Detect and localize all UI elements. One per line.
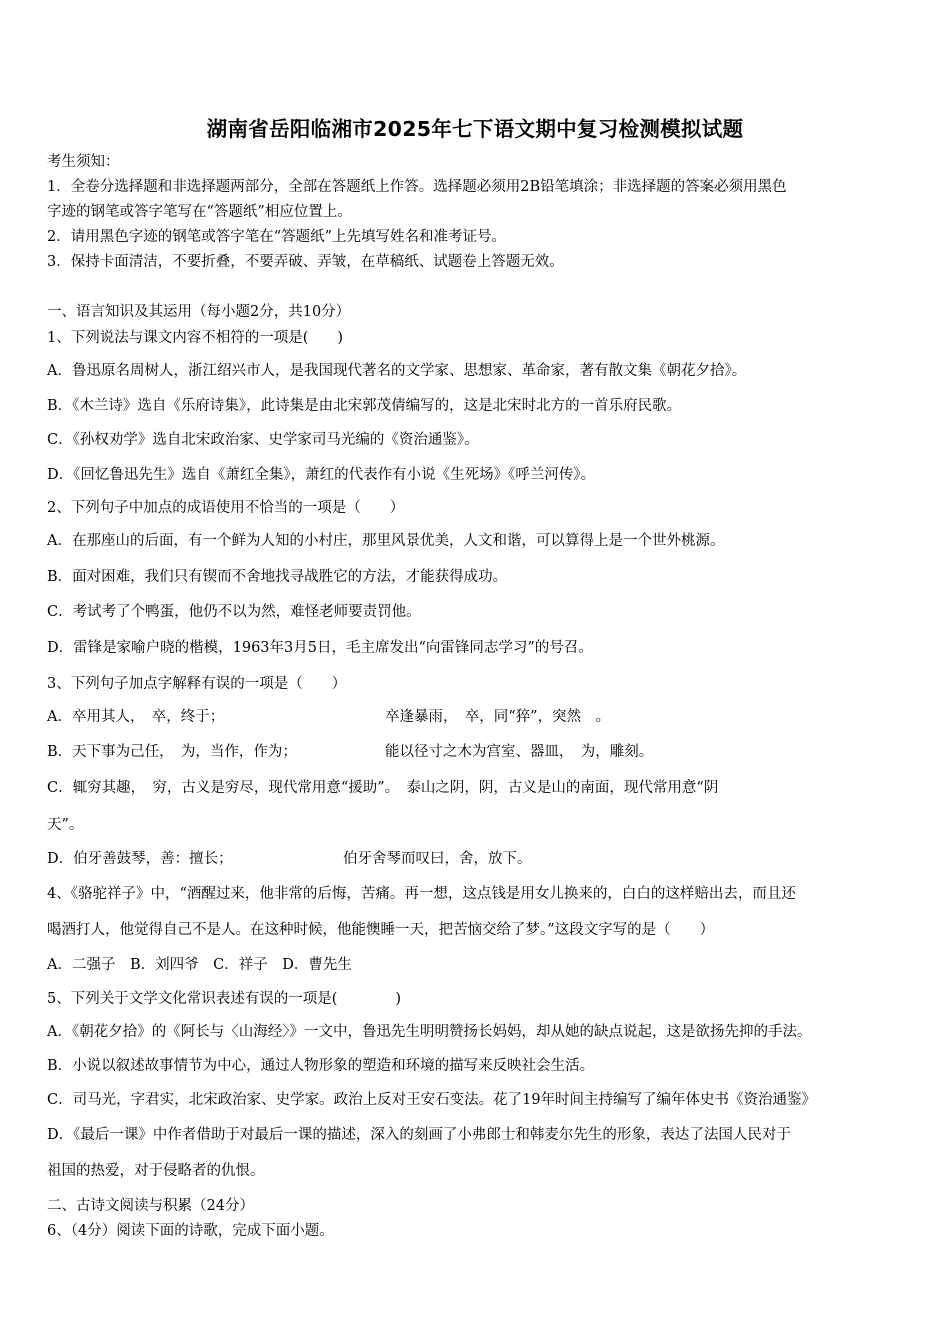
- question-stem-cont: 喝酒打人，他觉得自己不是人。在这种时候，他能懊睡一天，把苦恼交给了梦。”这段文字写的是（ ）: [47, 922, 715, 938]
- section-heading: 二、古诗文阅读与积累（24分）: [47, 1198, 254, 1214]
- question-stem: 1、下列说法与课文内容不相符的一项是( ): [47, 330, 344, 346]
- option-a-second: 卒逢暴雨， 卒，同“猝”，突然 。: [385, 709, 611, 725]
- question-stem: 4、《骆驼祥子》中，“酒醒过来，他非常的后悔，苦痛。再一想，这点钱是用女儿换来的，白白的这样赔出去，而且还: [47, 886, 796, 902]
- option-c: C．《孙权劝学》选自北宋政治家、史学家司马光编的《资治通鉴》。: [47, 432, 479, 448]
- notice-item: 1．全卷分选择题和非选择题两部分，全部在答题纸上作答。选择题必须用2B铅笔填涂；非选择题的答案必须用黑色: [47, 179, 787, 195]
- option-d-cont: 祖国的热爱，对于侵略者的仇恨。: [47, 1163, 265, 1179]
- option-b: B．《木兰诗》选自《乐府诗集》，此诗集是由北宋郭茂倩编写的，这是北宋时北方的一首乐府民歌。: [47, 398, 682, 414]
- question-stem: 6、（4分）阅读下面的诗歌，完成下面小题。: [47, 1223, 334, 1239]
- option-b-second: 能以径寸之木为宫室、器皿， 为，雕刻。: [385, 744, 654, 760]
- option-d: D．雷锋是家喻户晓的楷模，1963年3月5日，毛主席发出“向雷锋同志学习”的号召。: [47, 640, 593, 656]
- notice-heading: 考生须知：: [47, 154, 120, 170]
- option-d: D．《最后一课》中作者借助于对最后一课的描述，深入的刻画了小弗郎士和韩麦尔先生的形象，表达了法国人民对于: [47, 1127, 791, 1143]
- option-d: D．《回忆鲁迅先生》选自《萧红全集》，萧红的代表作有小说《生死场》《呼兰河传》。: [47, 467, 596, 483]
- option-d: D．伯牙善鼓琴，善：擅长；: [47, 851, 233, 867]
- option-c-cont: 天”。: [47, 817, 84, 833]
- option-d-second: 伯牙舍琴而叹曰，舍，放下。: [343, 851, 532, 867]
- option-c: C．辄穷其趣， 穷，古义是穷尽，现代常用意“援助”。 泰山之阴，阴，古义是山的南面，现代常用意“阴: [47, 780, 719, 796]
- option-a: A．在那座山的后面，有一个鲜为人知的小村庄，那里风景优美，人文和谐，可以算得上是一个世外桃源。: [47, 533, 725, 549]
- section-heading: 一、语言知识及其运用（每小题2分，共10分）: [47, 304, 351, 320]
- page-title: 湖南省岳阳临湘市2025年七下语文期中复习检测模拟试题: [206, 117, 744, 141]
- option-a: A．《朝花夕拾》的《阿长与〈山海经〉》一文中，鲁迅先生明明赞扬长妈妈，却从她的缺点说起，这是欲扬先抑的手法。: [47, 1024, 812, 1040]
- notice-item: 3．保持卡面清洁，不要折叠，不要弄破、弄皱，在草稿纸、试题卷上答题无效。: [47, 254, 564, 270]
- question-stem: 3、下列句子加点字解释有误的一项是（ ）: [47, 676, 347, 692]
- options-line: A．二强子 B．刘四爷 C．祥子 D．曹先生: [47, 957, 352, 973]
- question-stem: 2、下列句子中加点的成语使用不恰当的一项是（ ）: [47, 500, 405, 516]
- option-a: A．卒用其人， 卒，终于；: [47, 709, 225, 725]
- option-b: B．面对困难，我们只有锲而不舍地找寻战胜它的方法，才能获得成功。: [47, 569, 508, 585]
- option-b: B．小说以叙述故事情节为中心，通过人物形象的塑造和环境的描写来反映社会生活。: [47, 1058, 595, 1074]
- notice-item: 2．请用黑色字迹的钢笔或答字笔在“答题纸”上先填写姓名和准考证号。: [47, 229, 507, 245]
- option-c: C．司马光，字君实，北宋政治家、史学家。政治上反对王安石变法。花了19年时间主持编写了编年体史书《资治通鉴》: [47, 1092, 817, 1108]
- notice-item: 字迹的钢笔或答字笔写在“答题纸”相应位置上。: [47, 204, 352, 220]
- option-c: C．考试考了个鸭蛋，他仍不以为然，难怪老师要责罚他。: [47, 604, 421, 620]
- option-b: B．天下事为己任， 为，当作，作为；: [47, 744, 297, 760]
- question-stem: 5、下列关于文学文化常识表述有误的一项是( ): [47, 991, 402, 1007]
- option-a: A．鲁迅原名周树人，浙江绍兴市人，是我国现代著名的文学家、思想家、革命家，著有散文集《朝花夕拾》。: [47, 363, 747, 379]
